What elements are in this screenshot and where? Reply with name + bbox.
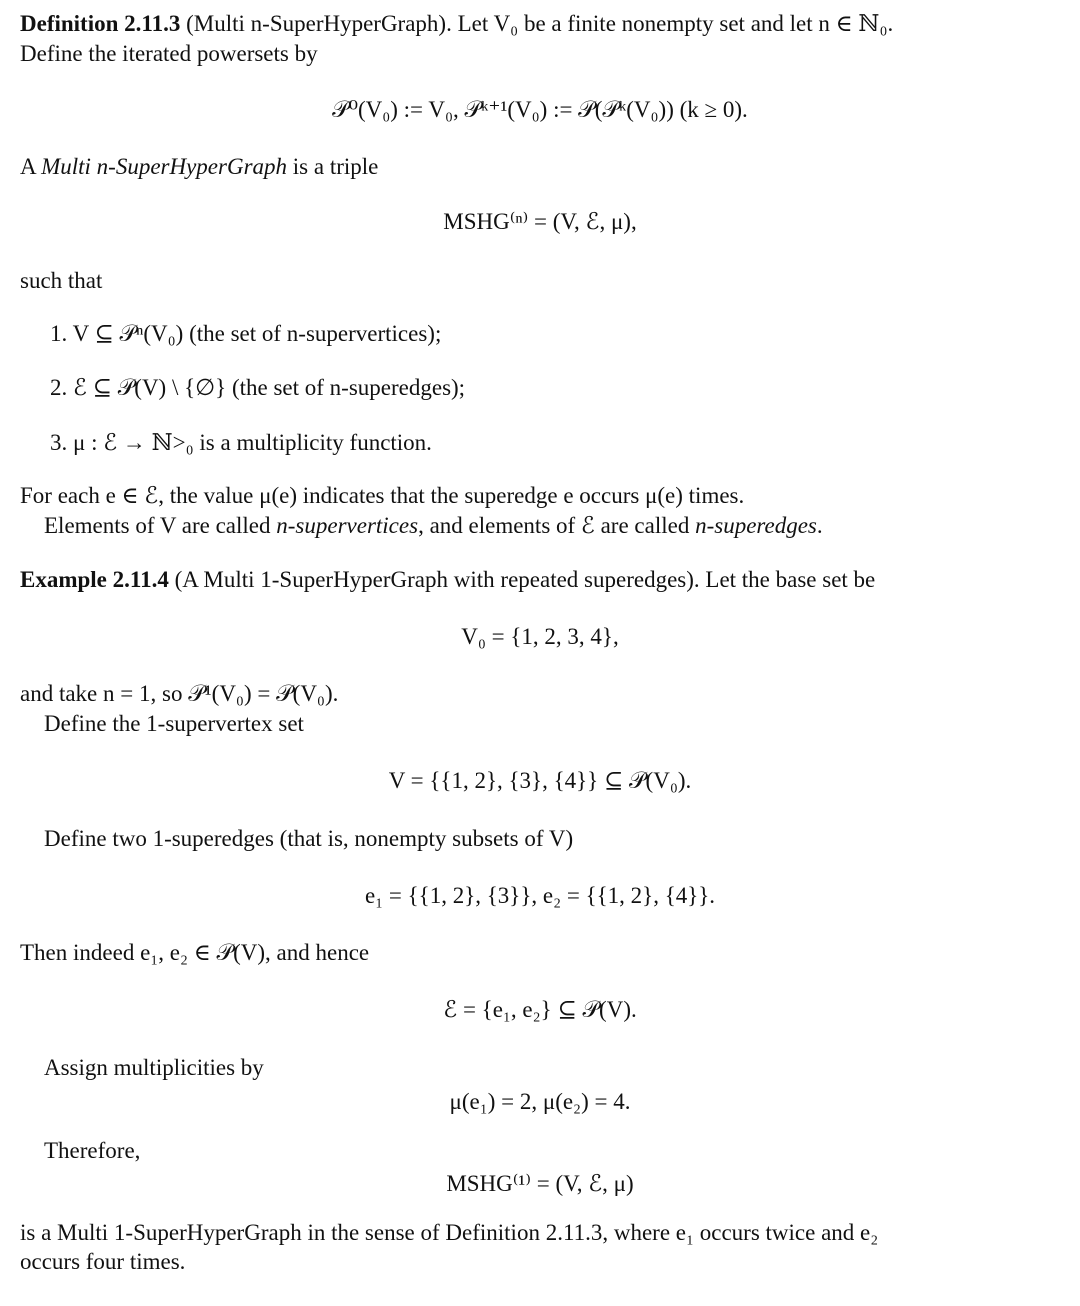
example-line: Define two 1-superedges (that is, nonempty subsets of V) bbox=[44, 826, 574, 851]
text: A bbox=[20, 154, 42, 179]
equation-mshg: MSHG⁽¹⁾ = (V, ℰ, μ) bbox=[446, 1171, 634, 1196]
example-conclusion: is a Multi 1-SuperHyperGraph in the sense of Definition 2.11.3, where e₁ occurs twice and e₂ bbox=[20, 1220, 879, 1245]
defined-term: Multi n-SuperHyperGraph bbox=[41, 154, 288, 179]
example-line: Define the 1-supervertex set bbox=[44, 711, 304, 736]
definition-title: (Multi n-SuperHyperGraph). bbox=[186, 11, 452, 36]
example-header bbox=[20, 566, 875, 594]
definition-label: Definition 2.11.3 bbox=[20, 11, 181, 36]
example-line: Assign multiplicities by bbox=[44, 1055, 264, 1080]
text: Elements of V are called bbox=[44, 513, 277, 538]
such-that: such that bbox=[20, 268, 103, 293]
condition-item-1: 1. V ⊆ 𝒫ⁿ(V₀) (the set of n-supervertices); bbox=[50, 321, 442, 346]
example-title: (A Multi 1-SuperHyperGraph with repeated superedges). bbox=[174, 567, 700, 592]
definition-line: Define the iterated powersets by bbox=[20, 41, 318, 66]
equation-edge-set: ℰ = {e₁, e₂} ⊆ 𝒫(V). bbox=[443, 997, 637, 1022]
text: . bbox=[816, 513, 823, 538]
example-conclusion-2: occurs four times. bbox=[20, 1249, 186, 1274]
text: is a triple bbox=[287, 154, 379, 179]
text: , and elements of ℰ are called bbox=[418, 513, 696, 538]
equation-supervertex-set: V = {{1, 2}, {3}, {4}} ⊆ 𝒫(V₀). bbox=[388, 768, 692, 793]
equation-superedges: e₁ = {{1, 2}, {3}}, e₂ = {{1, 2}, {4}}. bbox=[364, 883, 716, 908]
example-label: Example 2.11.4 bbox=[20, 567, 169, 592]
defined-term: n-superedges bbox=[695, 513, 817, 538]
example-intro: Let the base set be bbox=[705, 567, 876, 592]
triple-intro bbox=[20, 153, 378, 181]
equation-base-set: V₀ = {1, 2, 3, 4}, bbox=[461, 624, 619, 649]
equation-triple: MSHG⁽ⁿ⁾ = (V, ℰ, μ), bbox=[443, 209, 637, 234]
defined-term: n-supervertices bbox=[276, 513, 419, 538]
definition-paragraph: For each e ∈ ℰ, the value μ(e) indicates that the superedge e occurs μ(e) times. bbox=[20, 483, 745, 508]
equation-powerset: 𝒫⁰(V₀) := V₀, 𝒫ᵏ⁺¹(V₀) := 𝒫(𝒫ᵏ(V₀)) (k ≥ 0). bbox=[332, 97, 748, 122]
example-line: Therefore, bbox=[44, 1138, 141, 1163]
definition-paragraph-2 bbox=[44, 512, 823, 540]
example-line: and take n = 1, so 𝒫¹(V₀) = 𝒫(V₀). bbox=[20, 681, 339, 706]
definition-intro: Let V₀ be a finite nonempty set and let n ∈ ℕ₀. bbox=[457, 11, 894, 36]
example-line: Then indeed e₁, e₂ ∈ 𝒫(V), and hence bbox=[20, 940, 370, 965]
condition-item-2: 2. ℰ ⊆ 𝒫(V) \ {∅} (the set of n-superedges); bbox=[50, 375, 466, 400]
equation-multiplicities: μ(e₁) = 2, μ(e₂) = 4. bbox=[449, 1089, 631, 1114]
definition-header bbox=[20, 10, 893, 38]
condition-item-3: 3. μ : ℰ → ℕ>₀ is a multiplicity function. bbox=[50, 430, 432, 455]
